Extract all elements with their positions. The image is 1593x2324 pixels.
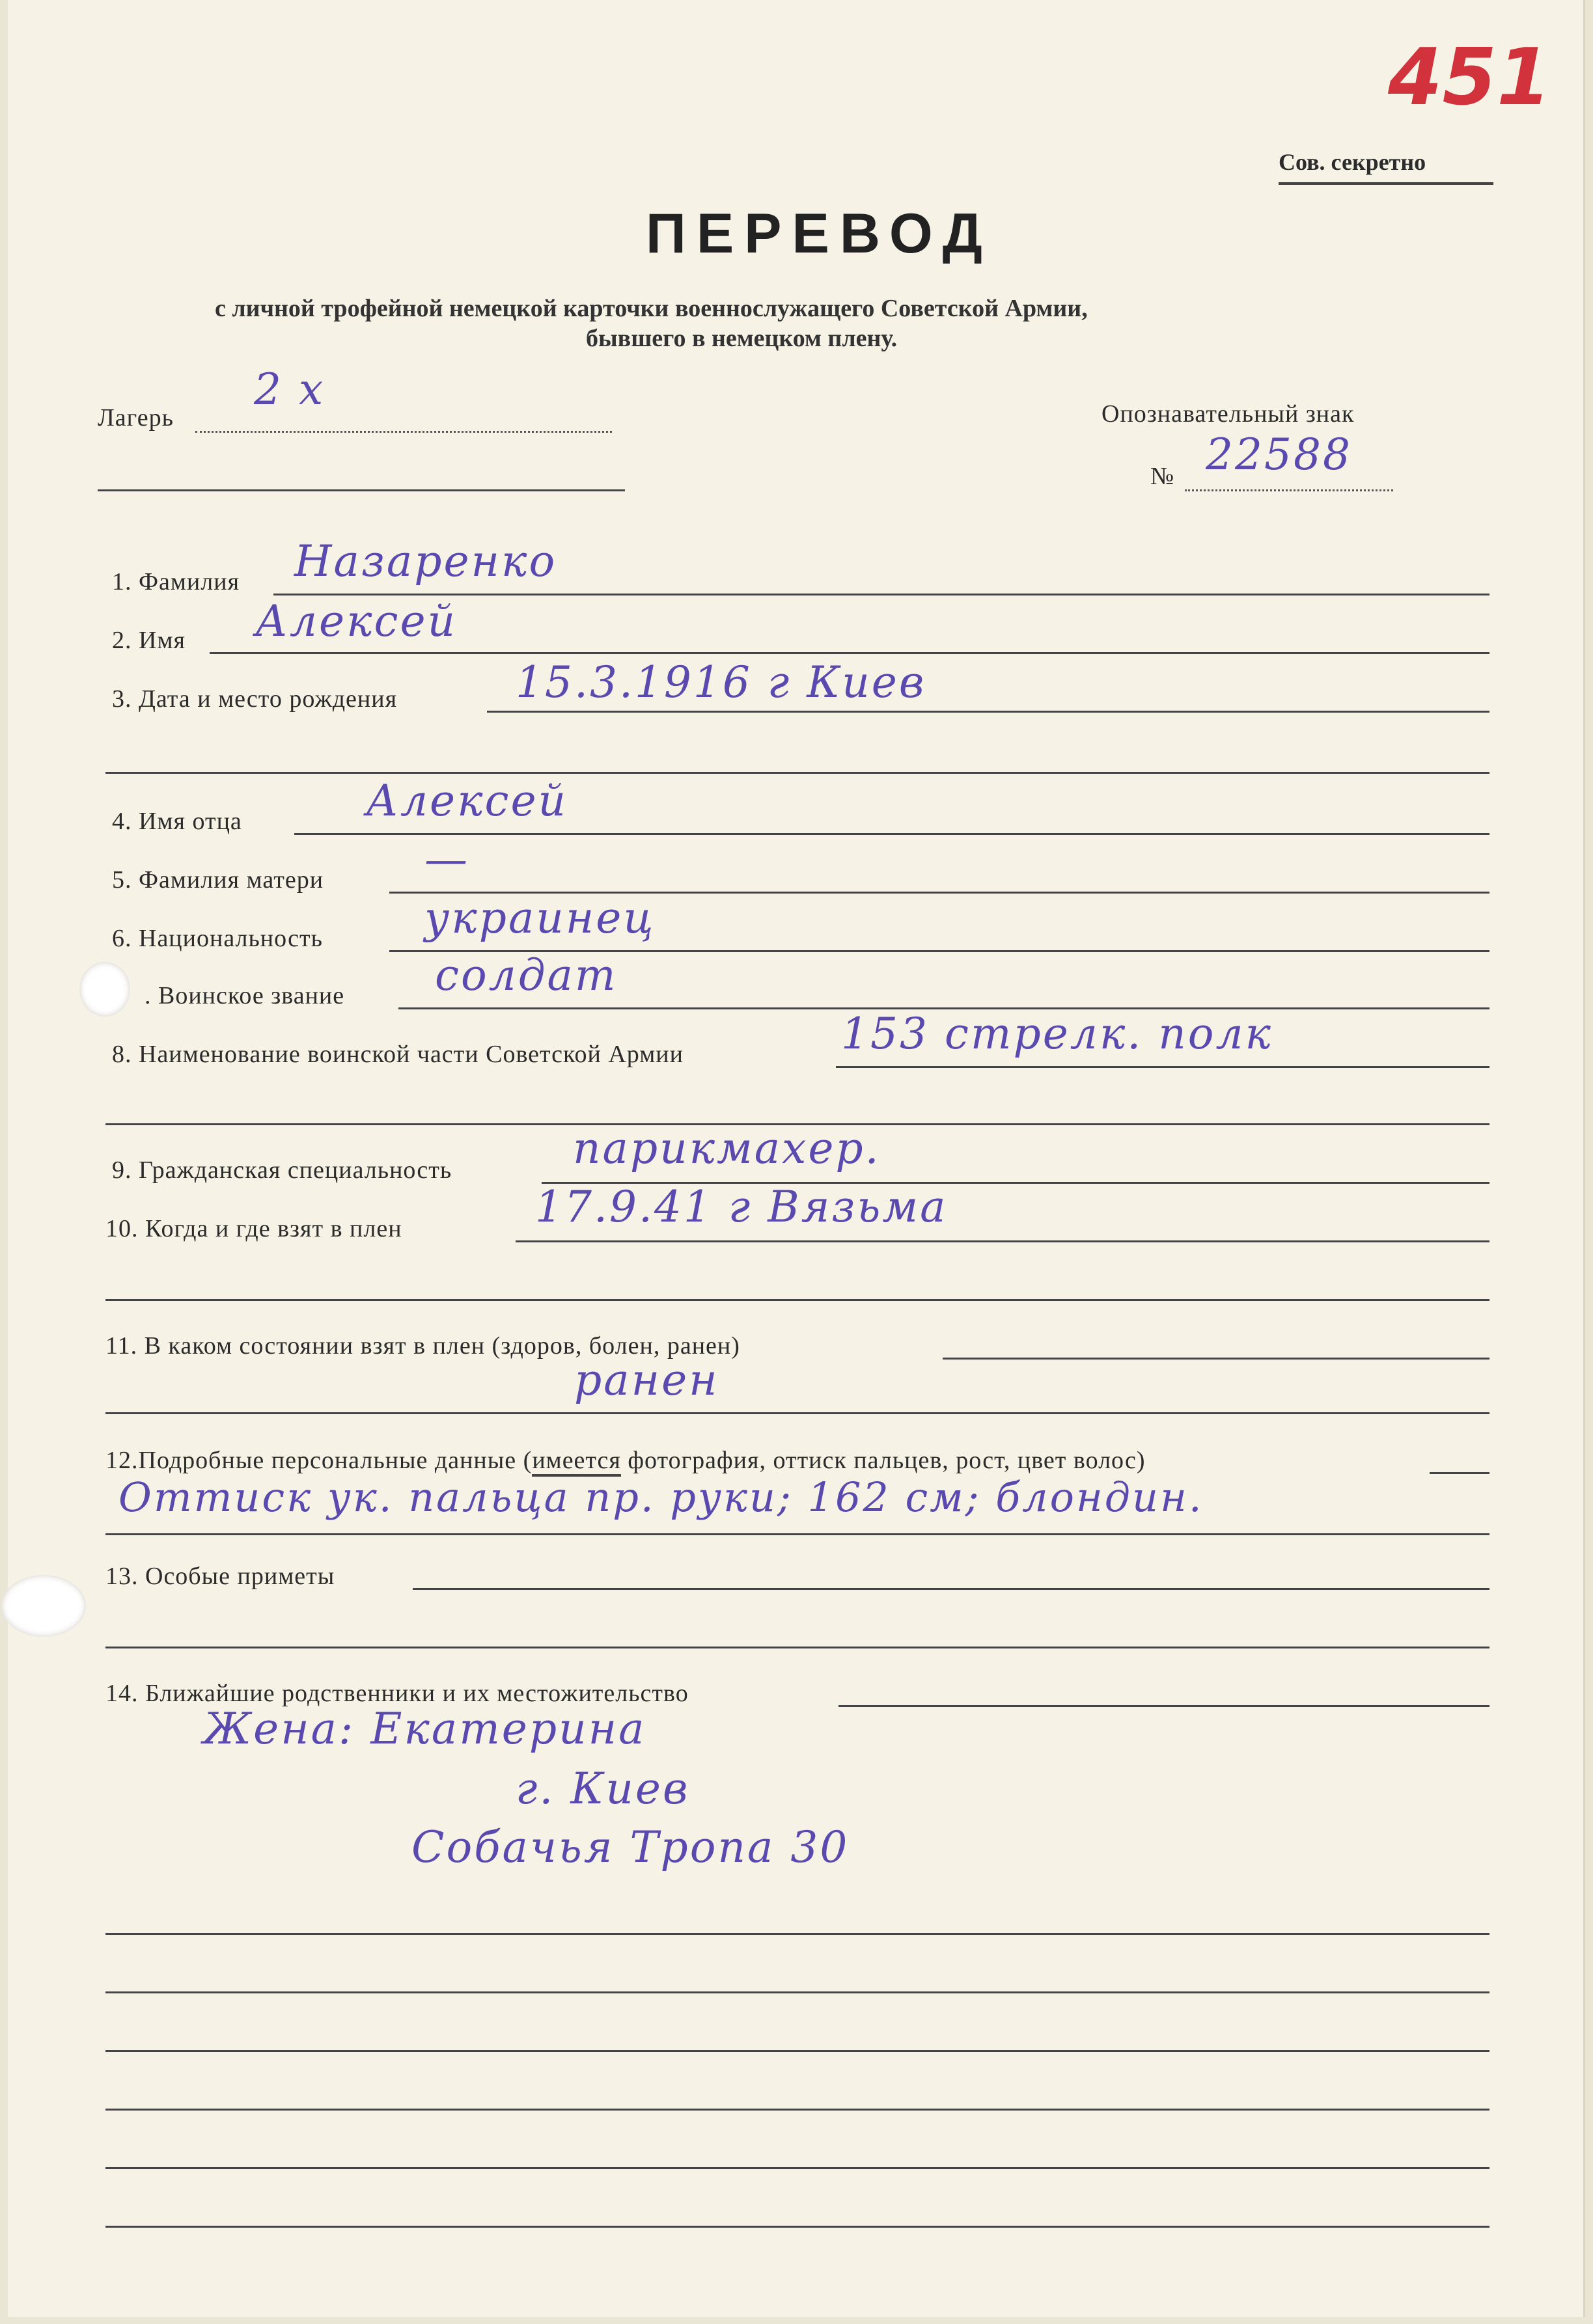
- field-details-value: Оттиск ук. пальца пр. руки; 162 см; блондин.: [118, 1473, 1204, 1521]
- field-birth-line-2: [105, 772, 1489, 774]
- field-birth-label: 3. Дата и место рождения: [112, 685, 398, 713]
- blank-line: [105, 2167, 1489, 2169]
- punch-hole: [1, 1575, 86, 1637]
- id-mark-value: 22588: [1206, 430, 1352, 480]
- field-relatives-value-line-3: Собачья Тропа 30: [411, 1822, 850, 1872]
- field-details-label-part-1: Подробные персональные данные (: [138, 1447, 533, 1474]
- field-unit-value: 153 стрелк. полк: [841, 1009, 1273, 1059]
- field-details-line: [1430, 1472, 1489, 1474]
- field-nationality-label: 6. Национальность: [112, 925, 323, 952]
- field-rank-value: солдат: [435, 950, 618, 1000]
- blank-line: [105, 2050, 1489, 2052]
- punch-hole: [79, 962, 130, 1017]
- field-nationality-value: украинец: [424, 893, 656, 943]
- camp-second-line: [98, 489, 625, 491]
- field-profession-value: парикмахер.: [573, 1123, 881, 1173]
- field-birth-line: [487, 711, 1489, 713]
- camp-field-line: [195, 431, 612, 433]
- field-relatives-value-line-1: Жена: Екатерина: [203, 1704, 646, 1754]
- field-relatives-label: 14. Ближайшие родственники и их местожительство: [105, 1680, 689, 1707]
- field-condition-label: 11. В каком состоянии взят в плен (здоров, болен, ранен): [105, 1332, 740, 1360]
- field-father-line: [294, 833, 1489, 835]
- field-special-marks-line-2: [105, 1647, 1489, 1648]
- field-surname-value: Назаренко: [294, 536, 557, 586]
- field-profession-label: 9. Гражданская специальность: [112, 1156, 452, 1184]
- classification-label: Сов. секретно: [1279, 149, 1426, 175]
- field-condition-line-2: [105, 1412, 1489, 1414]
- id-mark-number-sign: №: [1150, 463, 1175, 490]
- classification-underline: [1279, 182, 1493, 185]
- id-mark-field-line: [1185, 489, 1393, 491]
- field-unit-line: [836, 1066, 1489, 1068]
- archive-number: 451: [1388, 33, 1551, 123]
- field-details-label: [105, 1446, 1146, 1475]
- camp-label: Лагерь: [98, 404, 174, 431]
- field-surname-line: [273, 594, 1489, 595]
- field-rank-label: . Воинское звание: [145, 982, 345, 1009]
- form-sheet: [8, 0, 1585, 2317]
- field-father-value: Алексей: [366, 776, 568, 826]
- field-father-label: 4. Имя отца: [112, 808, 242, 835]
- field-special-marks-label: 13. Особые приметы: [105, 1563, 335, 1590]
- field-captured-label: 10. Когда и где взят в плен: [105, 1215, 402, 1242]
- field-condition-value: ранен: [574, 1355, 719, 1405]
- field-details-highlighted: имеется: [532, 1447, 621, 1477]
- field-captured-value: 17.9.41 г Вязьма: [535, 1182, 948, 1232]
- field-name-line: [210, 652, 1489, 654]
- field-relatives-line: [838, 1705, 1489, 1707]
- field-details-line-2: [105, 1533, 1489, 1535]
- field-details-number: 12.: [105, 1447, 139, 1474]
- field-relatives-value-line-2: г. Киев: [516, 1764, 690, 1814]
- field-captured-line: [516, 1240, 1489, 1242]
- subtitle-line-1: с личной трофейной немецкой карточки военнослужащего Советской Армии,: [215, 295, 1088, 322]
- field-surname-label: 1. Фамилия: [112, 568, 240, 595]
- blank-line: [105, 1933, 1489, 1935]
- field-special-marks-line: [413, 1588, 1489, 1590]
- blank-line: [105, 1991, 1489, 1993]
- field-unit-label: 8. Наименование воинской части Советской Армии: [112, 1041, 684, 1068]
- blank-line: [105, 2226, 1489, 2228]
- field-condition-line: [943, 1358, 1489, 1360]
- page-title: ПЕРЕВОД: [646, 202, 993, 265]
- subtitle-line-2: бывшего в немецком плену.: [586, 325, 898, 352]
- field-mother-label: 5. Фамилия матери: [112, 866, 324, 894]
- field-details-label-part-2: фотография, оттиск пальцев, рост, цвет волос): [620, 1447, 1146, 1474]
- field-birth-value: 15.3.1916 г Киев: [516, 657, 926, 707]
- field-captured-line-2: [105, 1299, 1489, 1301]
- blank-line: [105, 2109, 1489, 2111]
- field-mother-value: —: [424, 834, 469, 884]
- camp-value: 2 х: [254, 364, 326, 415]
- id-mark-label: Опознавательный знак: [1101, 400, 1355, 428]
- field-name-value: Алексей: [255, 596, 458, 646]
- field-name-label: 2. Имя: [112, 627, 186, 654]
